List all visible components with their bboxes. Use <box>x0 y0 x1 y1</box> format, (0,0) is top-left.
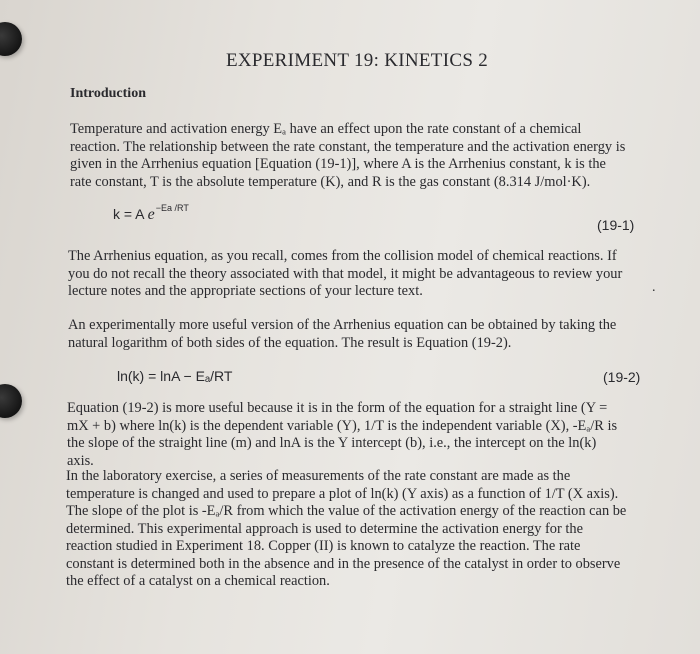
equation-number: (19-1) <box>597 217 635 233</box>
text-line: the slope of the straight line (m) and lnA is the Y intercept (b), i.e., the intercept on the ln(k) <box>67 435 597 451</box>
text-line: lecture notes and the appropriate sections of your lecture text. <box>68 283 423 299</box>
text-line: given in the Arrhenius equation [Equation (19-1)], where A is the Arrhenius constant, k is the <box>70 156 606 172</box>
text-line: you do not recall the theory associated with that model, it might be advantageous to review your <box>68 265 623 282</box>
text-line: natural logarithm of both sides of the equation. The result is Equation (19-2). <box>68 334 512 351</box>
paragraph-intro <box>70 121 645 191</box>
equation-lhs: k = A <box>113 206 148 222</box>
text-line: The slope of the plot is -Eₐ/R from which the value of the activation energy of the reaction can be <box>66 503 627 519</box>
equation-number: (19-2) <box>603 369 641 385</box>
section-heading: Introduction <box>70 86 146 101</box>
text-line: axis. <box>67 452 94 469</box>
paragraph-logarithm <box>68 317 640 352</box>
equation-exponent: −Ea /RT <box>155 203 189 213</box>
text-line: determined. This experimental approach is used to determine the activation energy for the <box>66 520 583 537</box>
text-line: rate constant, T is the absolute temperature (K), and R is the gas constant (8.314 J/mol·K). <box>70 173 591 190</box>
stray-mark: . <box>652 280 656 295</box>
page-title: EXPERIMENT 19: KINETICS 2 <box>225 50 489 71</box>
text-line: Equation (19-2) is more useful because it is in the form of the equation for a straight line (Y = <box>67 400 608 416</box>
paragraph-lab-exercise <box>66 468 646 591</box>
text-line: In the laboratory exercise, a series of measurements of the rate constant are made as the <box>66 468 571 484</box>
paragraph-straight-line <box>67 400 642 470</box>
text-line: Temperature and activation energy Eₐ have an effect upon the rate constant of a chemical <box>70 121 582 137</box>
text-line: the effect of a catalyst on a chemical reaction. <box>66 573 330 589</box>
text-line: mX + b) where ln(k) is the dependent variable (Y), 1/T is the independent variable (X), -Eₐ/R is <box>67 417 618 434</box>
text-line: The Arrhenius equation, as you recall, comes from the collision model of chemical reactions. If <box>68 248 617 264</box>
binder-hole-middle <box>0 384 22 418</box>
text-line: reaction studied in Experiment 18. Copper (II) is known to catalyze the reaction. The rate <box>66 538 581 554</box>
text-line: temperature is changed and used to prepare a plot of ln(k) (Y axis) as a function of 1/T (X axis). <box>66 485 619 502</box>
text-line: reaction. The relationship between the rate constant, the temperature and the activation energy is <box>70 138 626 155</box>
equation-linearized: ln(k) = lnA − Eₐ/RT <box>117 368 233 384</box>
equation-base: e <box>147 206 155 223</box>
text-line: constant is determined both in the absence and in the presence of the catalyst in order to observe <box>66 555 621 572</box>
text-line: An experimentally more useful version of the Arrhenius equation can be obtained by taking the <box>68 317 617 333</box>
paragraph-collision-model <box>68 248 648 301</box>
equation-arrhenius <box>113 203 189 224</box>
